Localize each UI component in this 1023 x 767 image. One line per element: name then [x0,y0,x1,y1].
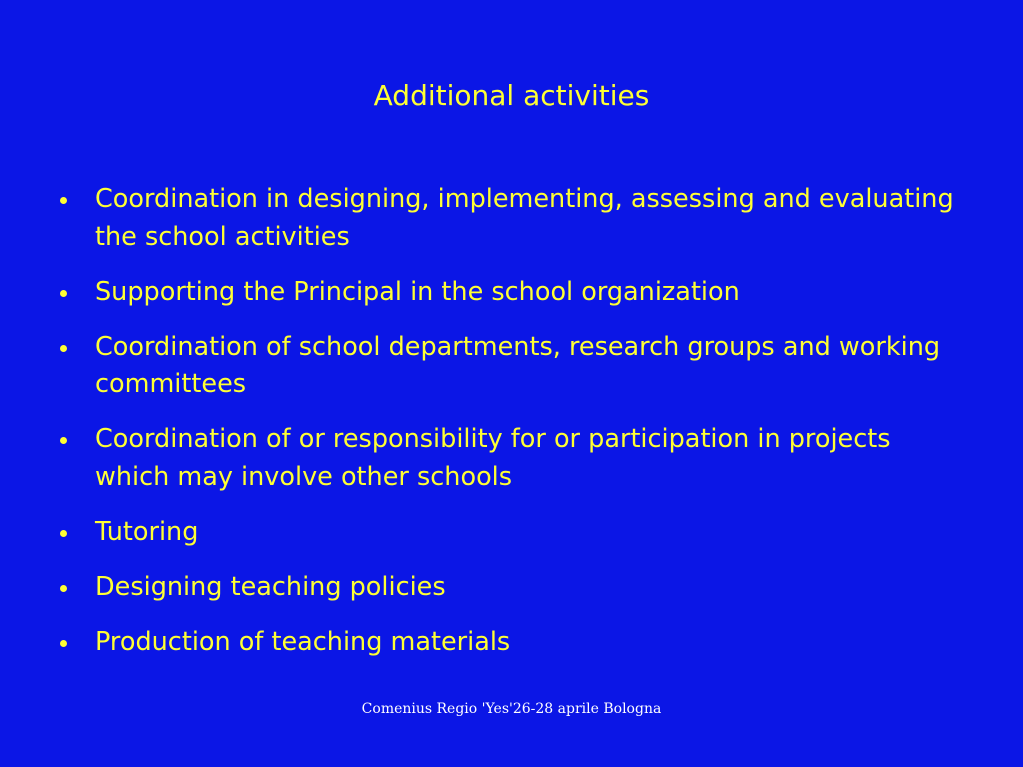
list-item-text: Coordination of school departments, research groups and working committees [95,331,941,399]
bullet-dot-icon [60,585,67,592]
list-item [60,329,960,404]
list-item [60,181,960,256]
bullet-dot-icon [60,530,67,537]
list-item [60,569,960,607]
list-item [60,421,960,496]
slide-title: Additional activities [373,79,650,112]
list-item-text: Production of teaching materials [95,626,511,657]
bullet-dot-icon [60,345,67,352]
bullet-dot-icon [60,640,67,647]
slide-footer: Comenius Regio 'Yes'26-28 aprile Bologna [361,701,662,717]
bullet-dot-icon [60,290,67,297]
list-item-text: Coordination of or responsibility for or participation in projects which may involve other schools [95,424,891,492]
bullet-list [60,181,960,679]
list-item-text: Tutoring [95,516,199,547]
bullet-dot-icon [60,437,67,444]
list-item-text: Designing teaching policies [95,571,446,602]
list-item [60,514,960,552]
list-item-text: Coordination in designing, implementing, assessing and evaluating the school activities [95,184,954,252]
list-item-text: Supporting the Principal in the school organization [95,276,740,307]
bullet-dot-icon [60,197,67,204]
list-item [60,624,960,662]
list-item [60,274,960,312]
